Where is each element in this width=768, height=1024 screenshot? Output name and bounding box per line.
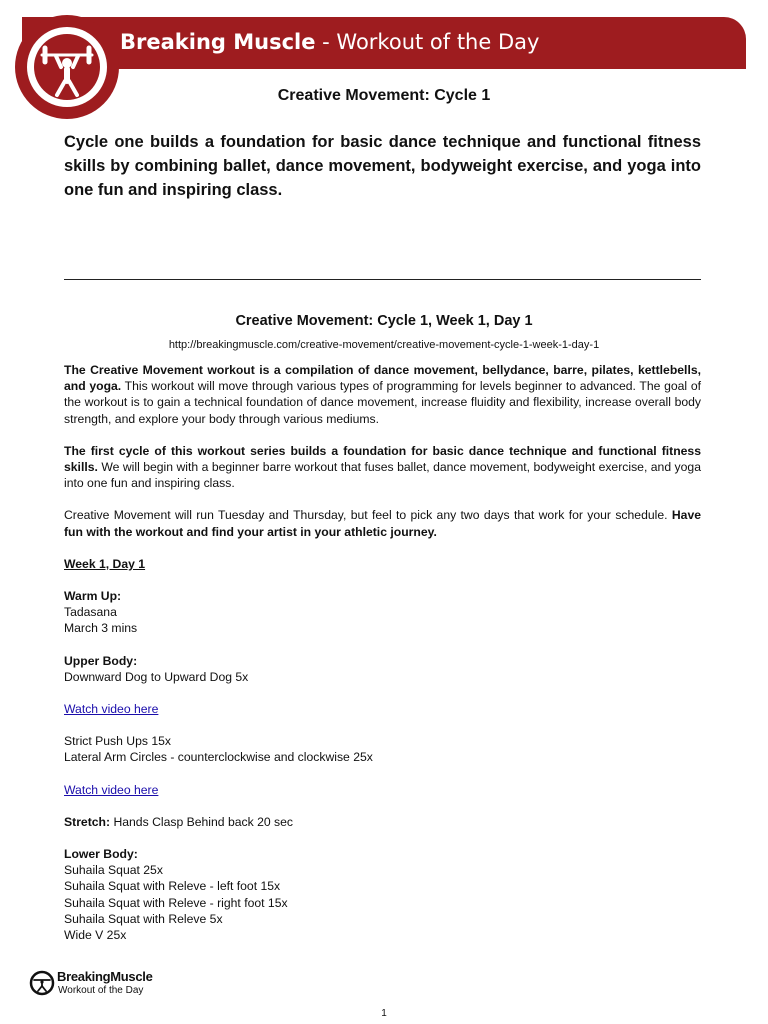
lower-body-block <box>64 846 701 943</box>
stretch-label: Stretch: <box>64 814 111 829</box>
paragraph-cycle <box>64 443 701 492</box>
paragraph-schedule <box>64 507 701 539</box>
paragraph-overview <box>64 362 701 427</box>
warmup-block <box>64 588 701 637</box>
document-title: Creative Movement: Cycle 1 <box>277 87 491 104</box>
list-item: Downward Dog to Upward Dog 5x <box>64 669 249 684</box>
watch-video-link[interactable]: Watch video here <box>64 702 159 717</box>
source-url: http://breakingmuscle.com/creative-movement/creative-movement-cycle-1-week-1-day-1 <box>168 339 600 351</box>
video-link-block-1 <box>64 701 701 717</box>
upper-body-block-2 <box>64 733 701 765</box>
schedule-bold: Have fun with the workout and find your artist in your athletic journey. <box>64 508 701 539</box>
list-item: Strict Push Ups 15x <box>64 734 172 749</box>
watch-video-link[interactable]: Watch video here <box>64 782 159 797</box>
section-title: Creative Movement: Cycle 1, Week 1, Day 1 <box>235 313 533 329</box>
list-item: Wide V 25x <box>64 928 127 943</box>
cycle-bold: The first cycle of this workout series builds a foundation for basic dance technique and functional fitness skills. <box>64 443 701 475</box>
day-heading-block <box>64 556 701 572</box>
divider <box>64 279 701 280</box>
footer-subtitle: Workout of the Day <box>58 985 144 996</box>
weightlifter-icon <box>29 970 55 996</box>
list-item: Lateral Arm Circles - counterclockwise and clockwise 25x <box>64 750 373 765</box>
workout-body <box>64 362 701 959</box>
upper-body-label: Upper Body: <box>64 653 138 668</box>
cycle-text: We will begin with a beginner barre workout that fuses ballet, dance movement, bodyweight exercise, and yoga into one fun and inspiring class. <box>64 460 701 491</box>
upper-body-block <box>64 653 701 685</box>
list-item: Suhaila Squat with Releve - left foot 15x <box>64 879 281 894</box>
list-item: Suhaila Squat with Releve 5x <box>64 911 223 926</box>
stretch-text: Hands Clasp Behind back 20 sec <box>110 814 293 829</box>
list-item: Suhaila Squat with Releve - right foot 15x <box>64 895 288 910</box>
warmup-label: Warm Up: <box>64 589 122 604</box>
list-item: March 3 mins <box>64 621 138 636</box>
overview-text: This workout will move through various types of programming for levels beginner to advanced. The goal of the workout is to gain a technical foundation of dance movement, increase fluidity and flexibility, increase overall body strength, and explore your body through various mediums. <box>64 379 701 426</box>
brand-name: Breaking Muscle <box>120 30 316 54</box>
page-number: 1 <box>381 1008 387 1019</box>
brand-tagline: - Workout of the Day <box>315 30 540 54</box>
overview-bold: The Creative Movement workout is a compilation of dance movement, bellydance, barre, pilates, kettlebells, and yoga. <box>64 363 701 394</box>
list-item: Suhaila Squat 25x <box>64 863 163 878</box>
lower-body-label: Lower Body: <box>64 847 138 862</box>
list-item: Tadasana <box>64 605 117 620</box>
video-link-block-2 <box>64 782 701 798</box>
footer-brand: BreakingMuscle <box>57 969 153 984</box>
day-heading: Week 1, Day 1 <box>64 556 146 571</box>
header-title <box>120 30 539 54</box>
schedule-text: Creative Movement will run Tuesday and Thursday, but feel to pick any two days that work for your schedule. <box>64 508 672 523</box>
stretch-block <box>64 814 701 830</box>
intro-paragraph: Cycle one builds a foundation for basic dance technique and functional fitness skills by combining ballet, dance movement, bodyweight exercise, and yoga into one fun and inspiring class. <box>64 133 701 199</box>
footer-logo <box>29 968 169 1000</box>
